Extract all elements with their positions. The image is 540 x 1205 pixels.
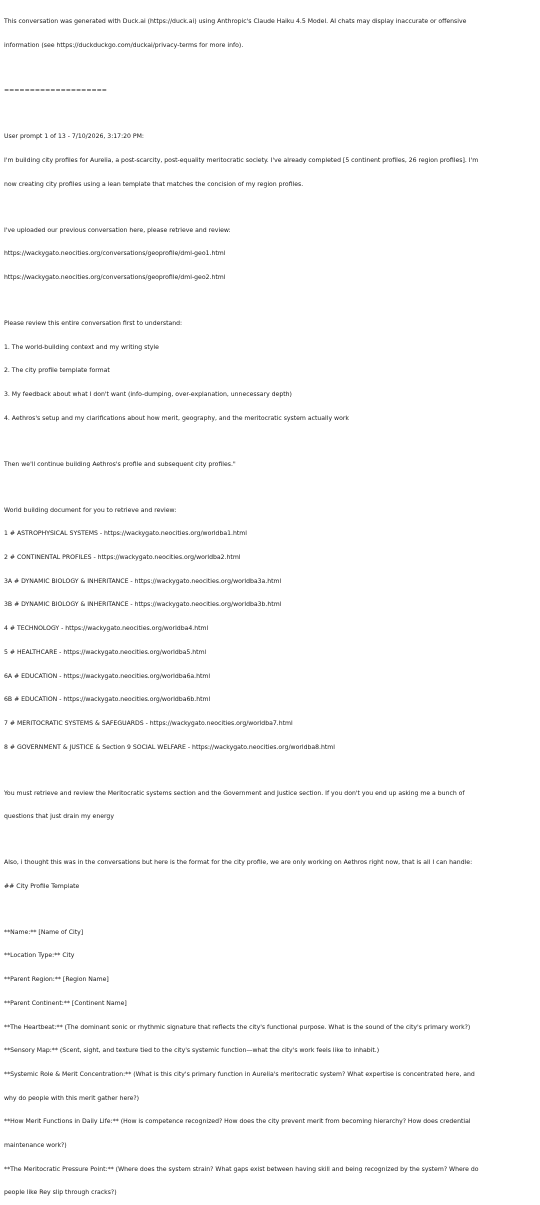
intro-line-1: I'm building city profiles for Aurelia, a post-scarcity, post-equality meritocratic society. I've already completed [5 continent profiles, 26 region profiles]. I'm	[4, 157, 479, 165]
template-field-pressure-point-1: **The Meritocratic Pressure Point:** (Where does the system strain? What gaps exist between having skill and being recognized by the system? Where do	[4, 1165, 479, 1173]
review-point-3: 3. My feedback about what I don't want (info-dumping, over-explanation, unnecessary depth)	[4, 391, 292, 399]
review-heading: Please review this entire conversation first to understand:	[4, 319, 183, 327]
header-line-2: information (see https://duckduckgo.com/duckai/privacy-terms for more info).	[4, 41, 244, 49]
template-field-merit-daily-2: maintenance work?)	[4, 1142, 67, 1150]
template-field-parent-region: **Parent Region:** [Region Name]	[4, 976, 109, 984]
template-field-merit-daily-1: **How Merit Functions in Daily Life:** (How is competence recognized? How does the city prevent merit from becoming hierarchy? How does credential	[4, 1118, 471, 1126]
spacer	[4, 298, 536, 304]
separator: ====================	[4, 87, 107, 95]
template-field-parent-continent: **Parent Continent:** [Continent Name]	[4, 999, 127, 1007]
continue-note: Then we'll continue building Aethros's profile and subsequent city profiles."	[4, 460, 236, 468]
worldbuilding-link-3b[interactable]: 3B # DYNAMIC BIOLOGY & INHERITANCE - https://wackygato.neocities.org/worldba3b.html	[4, 601, 282, 609]
template-note-line-1: Also, i thought this was in the conversations but here is the format for the city profile, we are only working on Aethros right now, that is all I can handle:	[4, 859, 473, 867]
must-review-line-2: questions that just drain my energy	[4, 813, 114, 821]
must-review-line-1: You must retrieve and review the Meritocratic systems section and the Government and Justice section. If you don't you end up asking me a bunch of	[4, 789, 465, 797]
upload-note: I've uploaded our previous conversation here, please retrieve and review:	[4, 226, 231, 234]
spacer	[4, 111, 536, 117]
spacer	[4, 907, 536, 913]
spacer	[4, 65, 536, 71]
template-field-sensory-map: **Sensory Map:** (Scent, sight, and texture tied to the city's systemic function—what the city's work feels like to inhabit.)	[4, 1047, 380, 1055]
spacer	[4, 204, 536, 210]
conversation-document	[4, 2, 536, 1205]
template-field-pressure-point-2: people like Rey slip through cracks?)	[4, 1189, 117, 1197]
worldbuilding-link-4[interactable]: 4 # TECHNOLOGY - https://wackygato.neocities.org/worldba4.html	[4, 625, 209, 633]
worldbuilding-link-5[interactable]: 5 # HEALTHCARE - https://wackygato.neocities.org/worldba5.html	[4, 648, 207, 656]
spacer	[4, 438, 536, 444]
spacer	[4, 484, 536, 490]
template-heading: ## City Profile Template	[4, 882, 80, 890]
template-field-name: **Name:** [Name of City]	[4, 928, 84, 936]
template-field-systemic-role-2: why do people with this merit gather here?)	[4, 1094, 140, 1102]
worldbuilding-link-2[interactable]: 2 # CONTINENTAL PROFILES - https://wackygato.neocities.org/worldba2.html	[4, 553, 241, 561]
review-point-1: 1. The world-building context and my writing style	[4, 343, 159, 351]
worldbuilding-link-7[interactable]: 7 # MERITOCRATIC SYSTEMS & SAFEGUARDS - https://wackygato.neocities.org/worldba7.html	[4, 719, 293, 727]
review-point-4: 4. Aethros's setup and my clarifications about how merit, geography, and the meritocratic system actually work	[4, 414, 349, 422]
header-line-1: This conversation was generated with Duck.ai (https://duck.ai) using Anthropic's Claude Haiku 4.5 Model. AI chats may display inaccurate or offensive	[4, 17, 467, 25]
spacer	[4, 837, 536, 843]
template-field-systemic-role-1: **Systemic Role & Merit Concentration:** (What is this city's primary function in Aurelia's meritocratic system? What expertise is concentrated here, and	[4, 1070, 475, 1078]
worldbuilding-link-1[interactable]: 1 # ASTROPHYSICAL SYSTEMS - https://wackygato.neocities.org/worldba1.html	[4, 530, 247, 538]
prompt-heading: User prompt 1 of 13 - 7/10/2026, 3:17:20 PM:	[4, 133, 144, 141]
previous-link-2[interactable]: https://wackygato.neocities.org/conversations/geoprofile/dml-geo2.html	[4, 274, 226, 282]
worldbuilding-link-6b[interactable]: 6B # EDUCATION - https://wackygato.neocities.org/worldba6b.html	[4, 696, 211, 704]
review-point-2: 2. The city profile template format	[4, 367, 110, 375]
previous-link-1[interactable]: https://wackygato.neocities.org/conversations/geoprofile/dml-geo1.html	[4, 250, 226, 258]
template-field-location-type: **Location Type:** City	[4, 952, 75, 960]
worldbuilding-heading: World building document for you to retrieve and review:	[4, 506, 177, 514]
spacer	[4, 767, 536, 773]
worldbuilding-link-6a[interactable]: 6A # EDUCATION - https://wackygato.neocities.org/worldba6a.html	[4, 672, 211, 680]
template-field-heartbeat: **The Heartbeat:** (The dominant sonic or rhythmic signature that reflects the city's functional purpose. What is the sound of the city's primary work?)	[4, 1023, 471, 1031]
worldbuilding-link-3a[interactable]: 3A # DYNAMIC BIOLOGY & INHERITANCE - https://wackygato.neocities.org/worldba3a.html	[4, 577, 282, 585]
intro-line-2: now creating city profiles using a lean template that matches the concision of my region profiles.	[4, 180, 304, 188]
worldbuilding-link-8[interactable]: 8 # GOVERNMENT & JUSTICE & Section 9 SOCIAL WELFARE - https://wackygato.neocities.org/worldba8.html	[4, 743, 335, 751]
